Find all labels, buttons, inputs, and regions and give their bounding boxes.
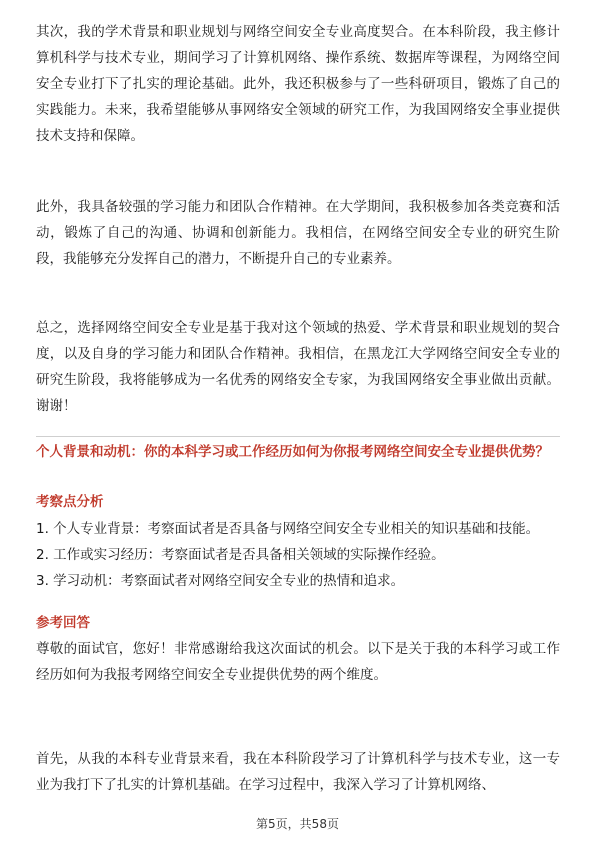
list-item: 1. 个人专业背景：考察面试者是否具备与网络空间安全专业相关的知识基础和技能。 (36, 521, 540, 537)
paragraph-greeting: 尊敬的面试官，您好！非常感谢给我这次面试的机会。以下是关于我的本科学习或工作经历如何为我报考网络空间安全专业提供优势的两个维度。 (36, 641, 560, 683)
analysis-list (36, 516, 560, 594)
list-item: 2. 工作或实习经历：考察面试者是否具备相关领域的实际操作经验。 (36, 547, 445, 563)
analysis-section-title: 考察点分析 (36, 494, 104, 510)
answer-section-title: 参考回答 (36, 615, 90, 631)
paragraph-first-dimension: 首先，从我的本科专业背景来看，我在本科阶段学习了计算机科学与技术专业，这一专业为我打下了扎实的计算机基础。在学习过程中，我深入学习了计算机网络、 (36, 751, 560, 793)
paragraph-conclusion: 总之，选择网络空间安全专业是基于我对这个领域的热爱、学术背景和职业规划的契合度，以及自身的学习能力和团队合作精神。我相信，在黑龙江大学网络空间安全专业的研究生阶段，我将能够成为一名优秀的网络安全专家，为我国网络安全事业做出贡献。谢谢！ (36, 320, 560, 414)
page-number-footer: 第5页，共58页 (256, 817, 339, 831)
paragraph-academic-background: 其次，我的学术背景和职业规划与网络空间安全专业高度契合。在本科阶段，我主修计算机科学与技术专业，期间学习了计算机网络、操作系统、数据库等课程，为网络空间安全专业打下了扎实的理论基础。此外，我还积极参与了一些科研项目，锻炼了自己的实践能力。未来，我希望能够从事网络安全领域的研究工作，为我国网络安全事业提供技术支持和保障。 (36, 24, 560, 144)
paragraph-learning-teamwork: 此外，我具备较强的学习能力和团队合作精神。在大学期间，我积极参加各类竞赛和活动，锻炼了自己的沟通、协调和创新能力。我相信，在网络空间安全专业的研究生阶段，我能够充分发挥自己的潜力，不断提升自己的专业素养。 (36, 199, 560, 267)
section-divider (36, 436, 560, 437)
list-item: 3. 学习动机：考察面试者对网络空间安全专业的热情和追求。 (36, 573, 405, 589)
interview-question: 个人背景和动机：你的本科学习或工作经历如何为你报考网络空间安全专业提供优势？ (36, 444, 549, 460)
